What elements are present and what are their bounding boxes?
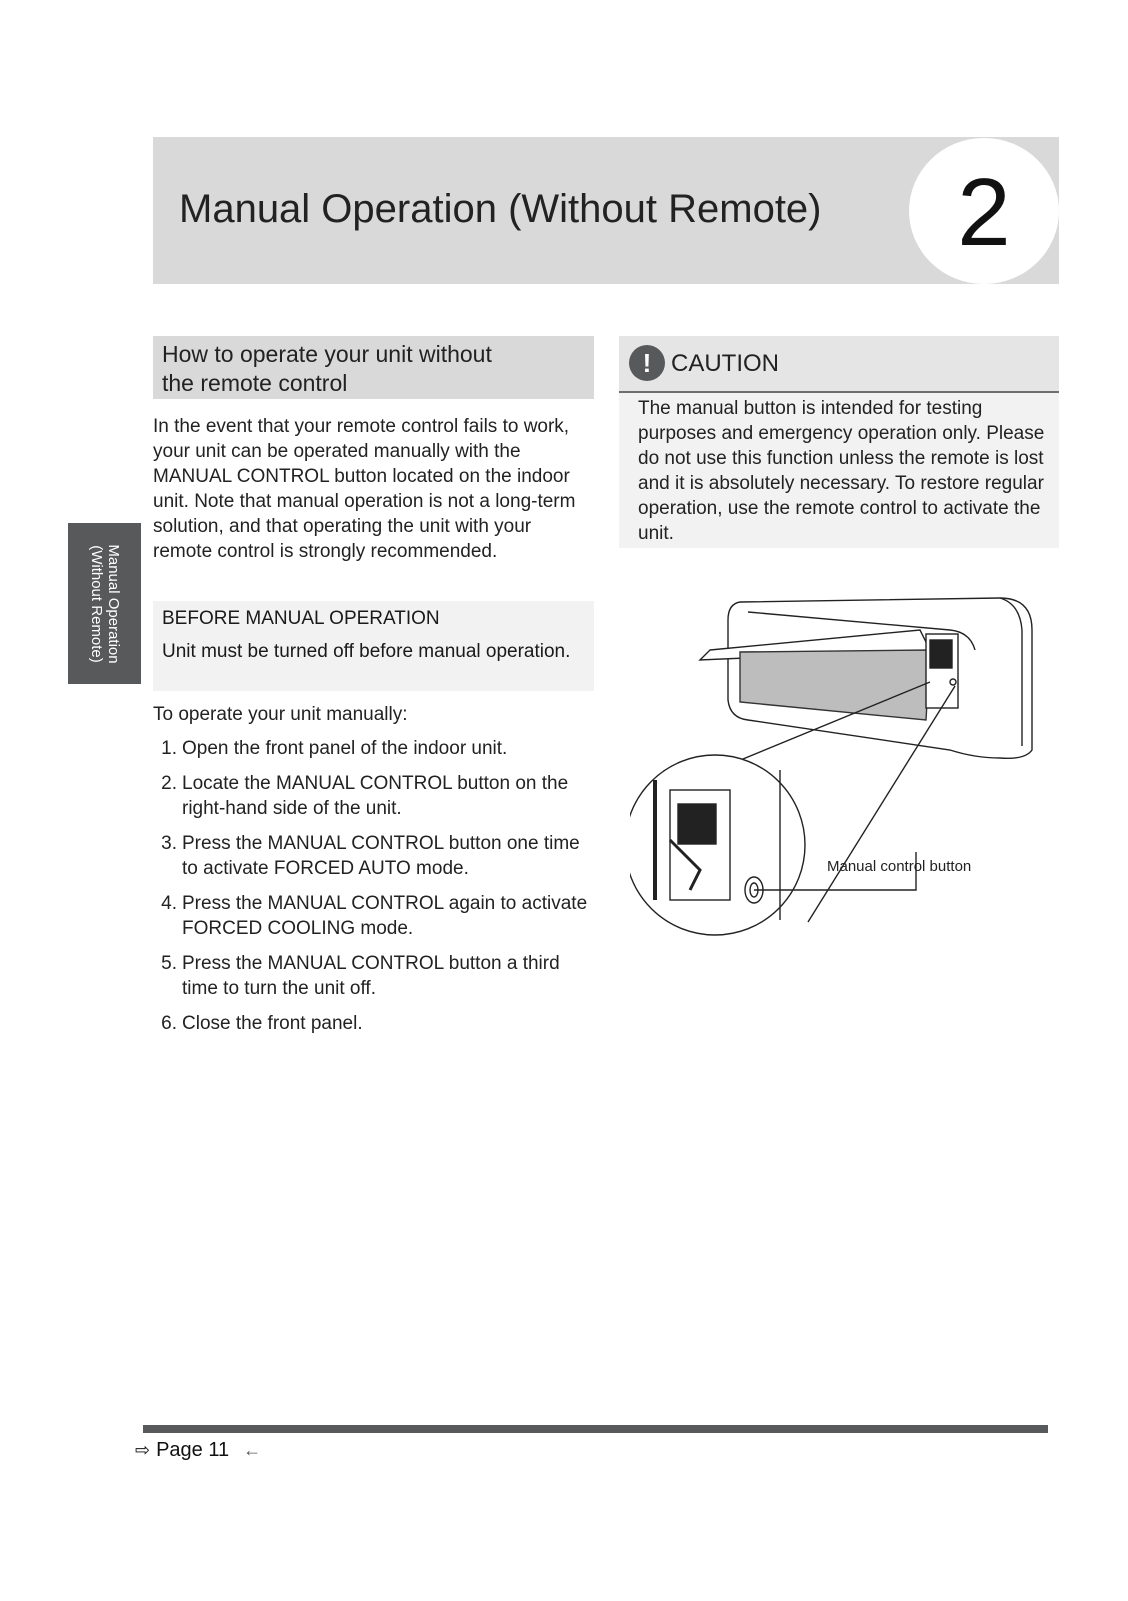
- step-number: 2.: [161, 773, 177, 794]
- step-item: [153, 736, 593, 761]
- before-operation-title: BEFORE MANUAL OPERATION: [162, 608, 440, 629]
- terminal-block: [930, 640, 952, 668]
- steps-list: [153, 736, 593, 1046]
- chapter-title: Manual Operation (Without Remote): [179, 187, 822, 231]
- side-tab-line1: Manual Operation: [104, 543, 122, 664]
- step-number: 3.: [161, 833, 177, 854]
- indoor-unit-diagram: [630, 590, 1050, 960]
- side-tab: [68, 523, 141, 684]
- section-title-line2: the remote control: [162, 370, 348, 396]
- zoom-terminal-block: [678, 804, 716, 844]
- chapter-number: 2: [957, 159, 1011, 266]
- step-item: [153, 951, 593, 1001]
- unit-interior: [740, 650, 930, 720]
- section-header: [153, 336, 594, 399]
- step-text: Press the MANUAL CONTROL button one time to activate FORCED AUTO mode.: [182, 833, 580, 879]
- side-tab-line2: (Without Remote): [87, 544, 105, 663]
- chapter-number-badge: [909, 138, 1059, 284]
- zoom-line: [808, 686, 955, 922]
- unit-side-edge: [1000, 598, 1022, 746]
- caution-text: The manual button is intended for testing purposes and emergency operation only. Please do not use this function unless the remote is lost and it is absolutely necessary. To restore regular operation, use the remote control to activate the unit.: [638, 398, 1045, 544]
- outline-right-arrow-icon: ⇨: [135, 1440, 151, 1460]
- left-arrow-icon: ←: [243, 1440, 262, 1460]
- step-text: Close the front panel.: [182, 1013, 363, 1034]
- before-operation-text: Unit must be turned off before manual operation.: [162, 641, 571, 662]
- step-item: [153, 831, 593, 881]
- steps-intro: To operate your unit manually:: [153, 704, 408, 725]
- chapter-header: [153, 137, 1059, 284]
- step-number: 4.: [161, 893, 177, 914]
- before-operation-box: [153, 601, 594, 691]
- step-number: 1.: [161, 738, 177, 759]
- step-text: Locate the MANUAL CONTROL button on the right-hand side of the unit.: [182, 773, 569, 819]
- step-text: Open the front panel of the indoor unit.: [182, 738, 508, 759]
- caution-box: [619, 336, 1059, 548]
- caution-header: [619, 336, 1059, 393]
- side-tab-label: [88, 544, 122, 663]
- step-number: 5.: [161, 953, 177, 974]
- step-item: [153, 891, 593, 941]
- step-number: 6.: [161, 1013, 177, 1034]
- manual-control-button-label: Manual control button: [827, 858, 972, 875]
- footer-rule: [143, 1425, 1048, 1433]
- page-number: Page 11: [156, 1439, 230, 1461]
- step-item: [153, 1011, 593, 1036]
- exclamation-icon: !: [629, 345, 665, 381]
- section-title: [162, 340, 582, 398]
- page-footer: [135, 1439, 261, 1462]
- intro-paragraph: In the event that your remote control fails to work, your unit can be operated manually with the MANUAL CONTROL button located on the indoor unit. Note that manual operation is not a long-term solution, and that operating the unit with your remote control is strongly recommended.: [153, 416, 576, 562]
- step-text: Press the MANUAL CONTROL button a third time to turn the unit off.: [182, 953, 560, 999]
- step-text: Press the MANUAL CONTROL again to activate FORCED COOLING mode.: [182, 893, 588, 939]
- section-title-line1: How to operate your unit without: [162, 341, 492, 367]
- caution-title: CAUTION: [671, 350, 779, 377]
- step-item: [153, 771, 593, 821]
